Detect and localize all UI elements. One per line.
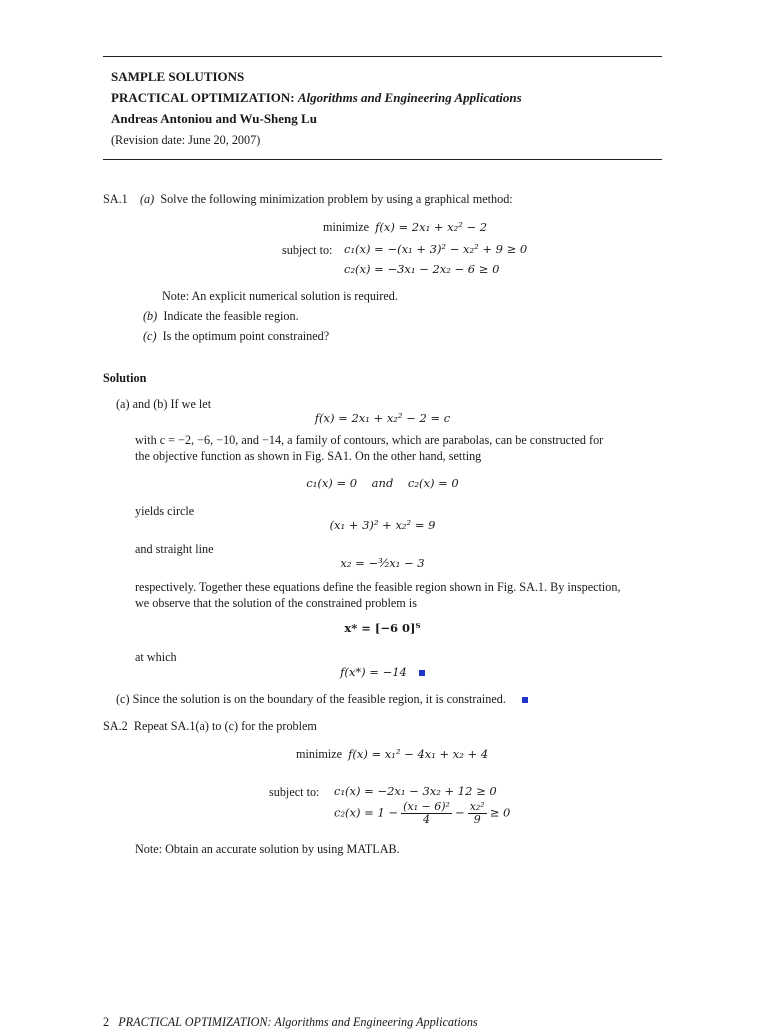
revision-date: (Revision date: June 20, 2007) [111,133,261,147]
sa2-c2-fraction-1-denominator: 4 [423,813,431,827]
solution-yields-circle: yields circle [135,504,195,518]
sa2-note: Note: Obtain an accurate solution by using MATLAB. [135,842,400,856]
solution-eq-contour: f(x) = 2x₁ + x₂² − 2 = c [314,411,451,425]
document-title: SAMPLE SOLUTIONS [111,69,245,84]
sa2-c2-lead: c₂(x) = 1 − [334,805,399,820]
sa1-part-b [143,308,299,324]
solution-part-c: (c) Since the solution is on the boundary of the feasible region, it is constrained. [116,692,506,706]
book-title-subtitle: Algorithms and Engineering Applications [297,90,522,105]
sa1-part-c-marker: (c) [143,329,157,343]
solution-ab-intro: (a) and (b) If we let [116,397,212,411]
sa1-minimize-row [323,219,487,236]
book-title-prefix: PRACTICAL OPTIMIZATION: [111,90,295,105]
solution-eq-value-row [103,664,662,681]
solution-eq-solution: x* = [−6 0]ᵀ [344,621,421,635]
sa1-part-c-text: Is the optimum point constrained? [162,329,330,343]
sa2-header [103,718,317,734]
sa2-c2-fraction-2 [468,801,487,826]
sa2-c2-fraction-1-numerator: (x₁ − 6)² [403,800,450,813]
sa1-subject-to-keyword: subject to: [282,243,333,257]
end-of-proof-square-icon [522,697,528,703]
sa2-minimize-row [296,746,488,763]
sa2-c2-tail: ≥ 0 [489,805,511,820]
sa1-constraint-c2: c₂(x) = −3x₁ − 2x₂ − 6 ≥ 0 [344,262,500,276]
sa1-part-a [140,191,513,207]
sa2-label: SA.2 [103,719,128,733]
sa2-minimize-keyword: minimize [296,747,343,761]
sa1-label: SA.1 [103,192,128,206]
sa2-constraint-c1: c₁(x) = −2x₁ − 3x₂ + 12 ≥ 0 [334,784,497,798]
solution-and-line: and straight line [135,542,214,556]
footer-running-head: PRACTICAL OPTIMIZATION: Algorithms and Engineering Applications [118,1015,478,1029]
solution-eq-circle: (x₁ + 3)² + x₂² = 9 [329,518,436,532]
sa1-note: Note: An explicit numerical solution is required. [162,289,398,303]
sa1-constraint-c1: c₁(x) = −(x₁ + 3)² − x₂² + 9 ≥ 0 [344,242,528,256]
solution-eq-line: x₂ = −³⁄₂x₁ − 3 [340,556,425,570]
sa1-part-b-text: Indicate the feasible region. [163,309,299,323]
solution-at-which: at which [135,650,177,664]
solution-together-text-line1: respectively. Together these equations define the feasible region shown in Fig. SA.1. By inspection, [135,580,621,594]
page-number: 2 [103,1015,110,1029]
sa2-subject-to-keyword: subject to: [269,785,320,799]
solution-contour-text-line1: with c = −2, −6, −10, and −14, a family of contours, which are parabolas, can be constructed for [135,433,604,447]
solution-part-c-row [116,691,528,707]
solution-eq-value: f(x*) = −14 [340,665,407,679]
sa2-text: Repeat SA.1(a) to (c) for the problem [133,719,317,733]
sa2-objective: f(x) = x₁² − 4x₁ + x₂ + 4 [348,747,489,761]
header-top-rule [103,56,662,57]
end-of-proof-square-icon [419,670,425,676]
sa1-minimize-keyword: minimize [323,220,370,234]
sa1-part-a-marker: (a) [140,192,155,206]
book-title [111,89,522,107]
sa1-part-b-marker: (b) [143,309,158,323]
sa2-c2-fraction-2-denominator: 9 [473,813,481,827]
running-footer [103,1014,478,1030]
solution-together-text-line2: we observe that the solution of the constrained problem is [135,596,417,610]
sa1-objective: f(x) = 2x₁ + x₂² − 2 [375,220,488,234]
sa2-constraint-c2 [334,801,510,826]
solution-heading: Solution [103,371,147,385]
sa2-c2-minus: − [455,805,465,820]
sa2-c2-fraction-2-numerator: x₂² [469,800,485,813]
sa1-part-c [143,328,329,344]
sa1-part-a-text: Solve the following minimization problem by using a graphical method: [160,192,513,206]
solution-contour-text-line2: the objective function as shown in Fig. SA1. On the other hand, setting [135,449,482,463]
solution-eq-setting: c₁(x) = 0 and c₂(x) = 0 [306,476,459,490]
sa2-c2-fraction-1 [401,801,452,826]
authors: Andreas Antoniou and Wu-Sheng Lu [111,111,317,126]
header-bottom-rule [103,159,662,160]
